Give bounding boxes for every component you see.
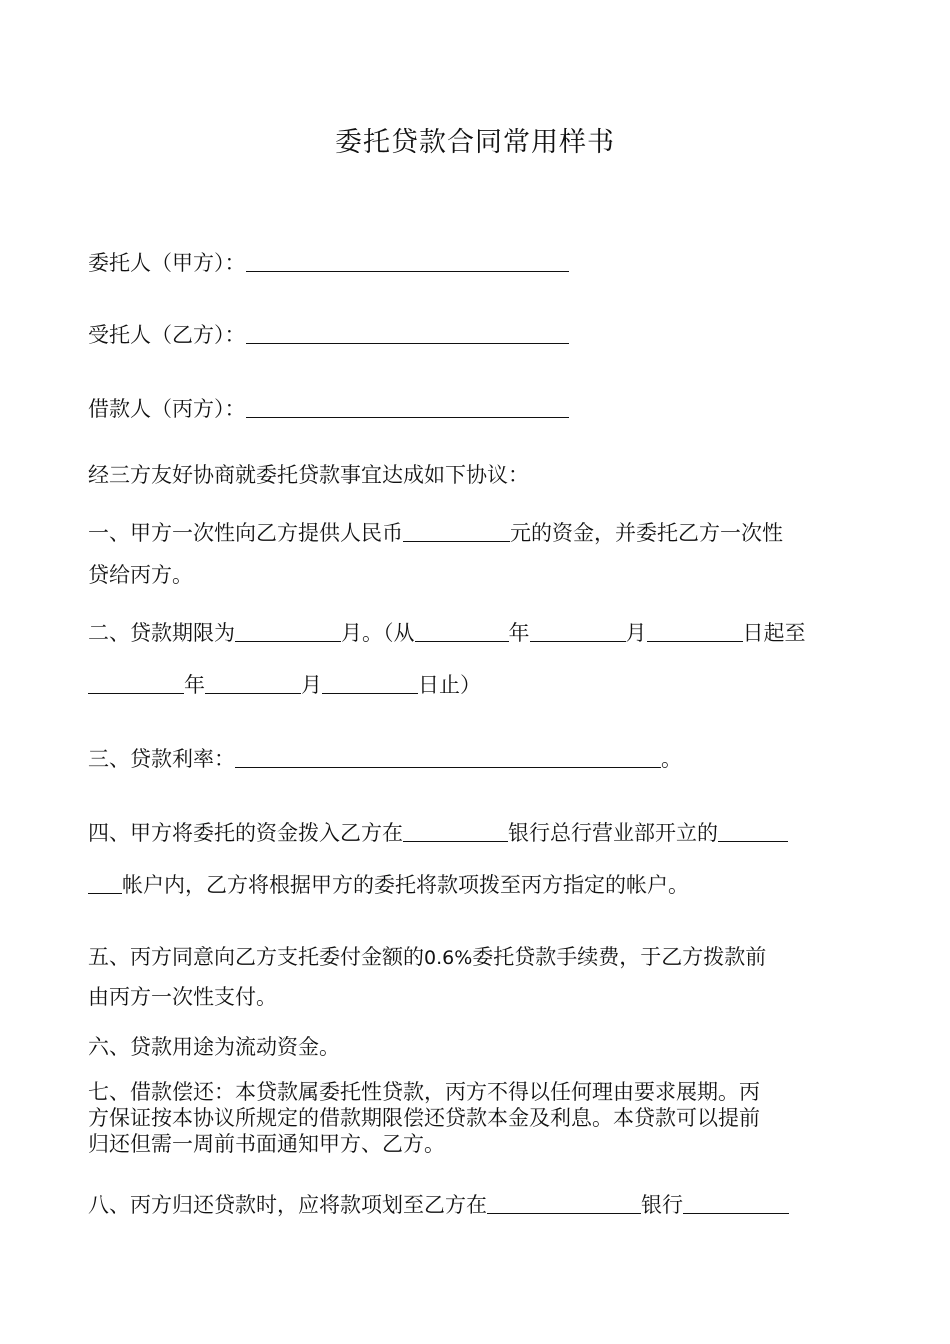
term-months-blank[interactable] — [235, 619, 341, 642]
clause-2-month-2: 月 — [301, 673, 322, 697]
clause-5-line-2: 由丙方一次性支付。 — [88, 985, 277, 1009]
clause-5-text-a: 五、丙方同意向乙方支托委付金额的 — [88, 945, 424, 969]
clause-2-text-b: 月。（从 — [341, 621, 415, 645]
clause-8-text-b: 银行 — [641, 1193, 683, 1217]
clause-1-text-a: 一、甲方一次性向乙方提供人民币 — [88, 521, 403, 545]
start-month-blank[interactable] — [530, 619, 626, 642]
clause-7-line-3: 归还但需一周前书面通知甲方、乙方。 — [88, 1132, 445, 1156]
clause-4-text-b: 银行总行营业部开立的 — [508, 821, 718, 845]
account-blank-a[interactable] — [718, 819, 788, 842]
party-client-blank[interactable] — [246, 249, 569, 272]
clause-2-day-to: 日止） — [418, 673, 481, 697]
repay-bank-blank[interactable] — [487, 1191, 641, 1214]
clause-4-text-a: 四、甲方将委托的资金拨入乙方在 — [88, 821, 403, 845]
end-day-blank[interactable] — [322, 671, 418, 694]
clause-8-text-a: 八、丙方归还贷款时，应将款项划至乙方在 — [88, 1193, 487, 1217]
clause-2-line-2 — [88, 670, 864, 700]
end-year-blank[interactable] — [88, 671, 184, 694]
party-client-line — [88, 248, 864, 278]
fee-rate: 0.6% — [424, 947, 473, 969]
clause-1-line-2: 贷给丙方。 — [88, 563, 193, 587]
document-title: 委托贷款合同常用样书 — [335, 127, 615, 158]
clause-5-text-b: 委托贷款手续费，于乙方拨款前 — [472, 945, 767, 969]
clause-7-line-2: 方保证按本协议所规定的借款期限偿还贷款本金及利息。本贷款可以提前 — [88, 1106, 760, 1130]
clause-2-year-1: 年 — [508, 621, 530, 645]
clause-2-month-1: 月 — [625, 621, 647, 645]
clause-2-line-1 — [88, 618, 864, 648]
party-trustee-blank[interactable] — [246, 321, 569, 344]
clause-2-year-2: 年 — [184, 673, 205, 697]
party-borrower-blank[interactable] — [246, 395, 569, 418]
bank-name-blank[interactable] — [403, 819, 508, 842]
repay-branch-blank[interactable] — [683, 1191, 789, 1214]
party-borrower-line — [88, 394, 864, 424]
party-trustee-label: 受托人（乙方）： — [88, 323, 246, 347]
intro-text: 经三方友好协商就委托贷款事宜达成如下协议： — [88, 463, 529, 487]
clause-8-line-1 — [88, 1190, 864, 1220]
clause-6-line: 六、贷款用途为流动资金。 — [88, 1035, 340, 1059]
start-day-blank[interactable] — [647, 619, 743, 642]
clause-3-text: 三、贷款利率： — [88, 747, 235, 771]
party-client-label: 委托人（甲方）： — [88, 251, 246, 275]
clause-1-text-b: 元的资金，并委托乙方一次性 — [510, 521, 783, 545]
clause-4-text-c: 帐户内，乙方将根据甲方的委托将款项拨至丙方指定的帐户。 — [122, 873, 689, 897]
clause-1-line-1 — [88, 518, 864, 548]
clause-5-line-1 — [88, 942, 864, 973]
party-trustee-line — [88, 320, 864, 350]
clause-4-line-1 — [88, 818, 864, 848]
clause-2-day-from: 日起至 — [742, 621, 806, 645]
interest-rate-blank[interactable] — [235, 745, 661, 768]
clause-4-line-2 — [88, 870, 864, 900]
clause-7-line-1: 七、借款偿还：本贷款属委托性贷款，丙方不得以任何理由要求展期。丙 — [88, 1080, 760, 1104]
account-blank-b[interactable] — [88, 871, 122, 894]
end-month-blank[interactable] — [205, 671, 301, 694]
start-year-blank[interactable] — [415, 619, 509, 642]
clause-2-text-a: 二、贷款期限为 — [88, 621, 235, 645]
party-borrower-label: 借款人（丙方）： — [88, 397, 246, 421]
clause-3-end: 。 — [661, 747, 682, 771]
clause-3-line — [88, 744, 864, 774]
amount-blank[interactable] — [403, 519, 510, 542]
